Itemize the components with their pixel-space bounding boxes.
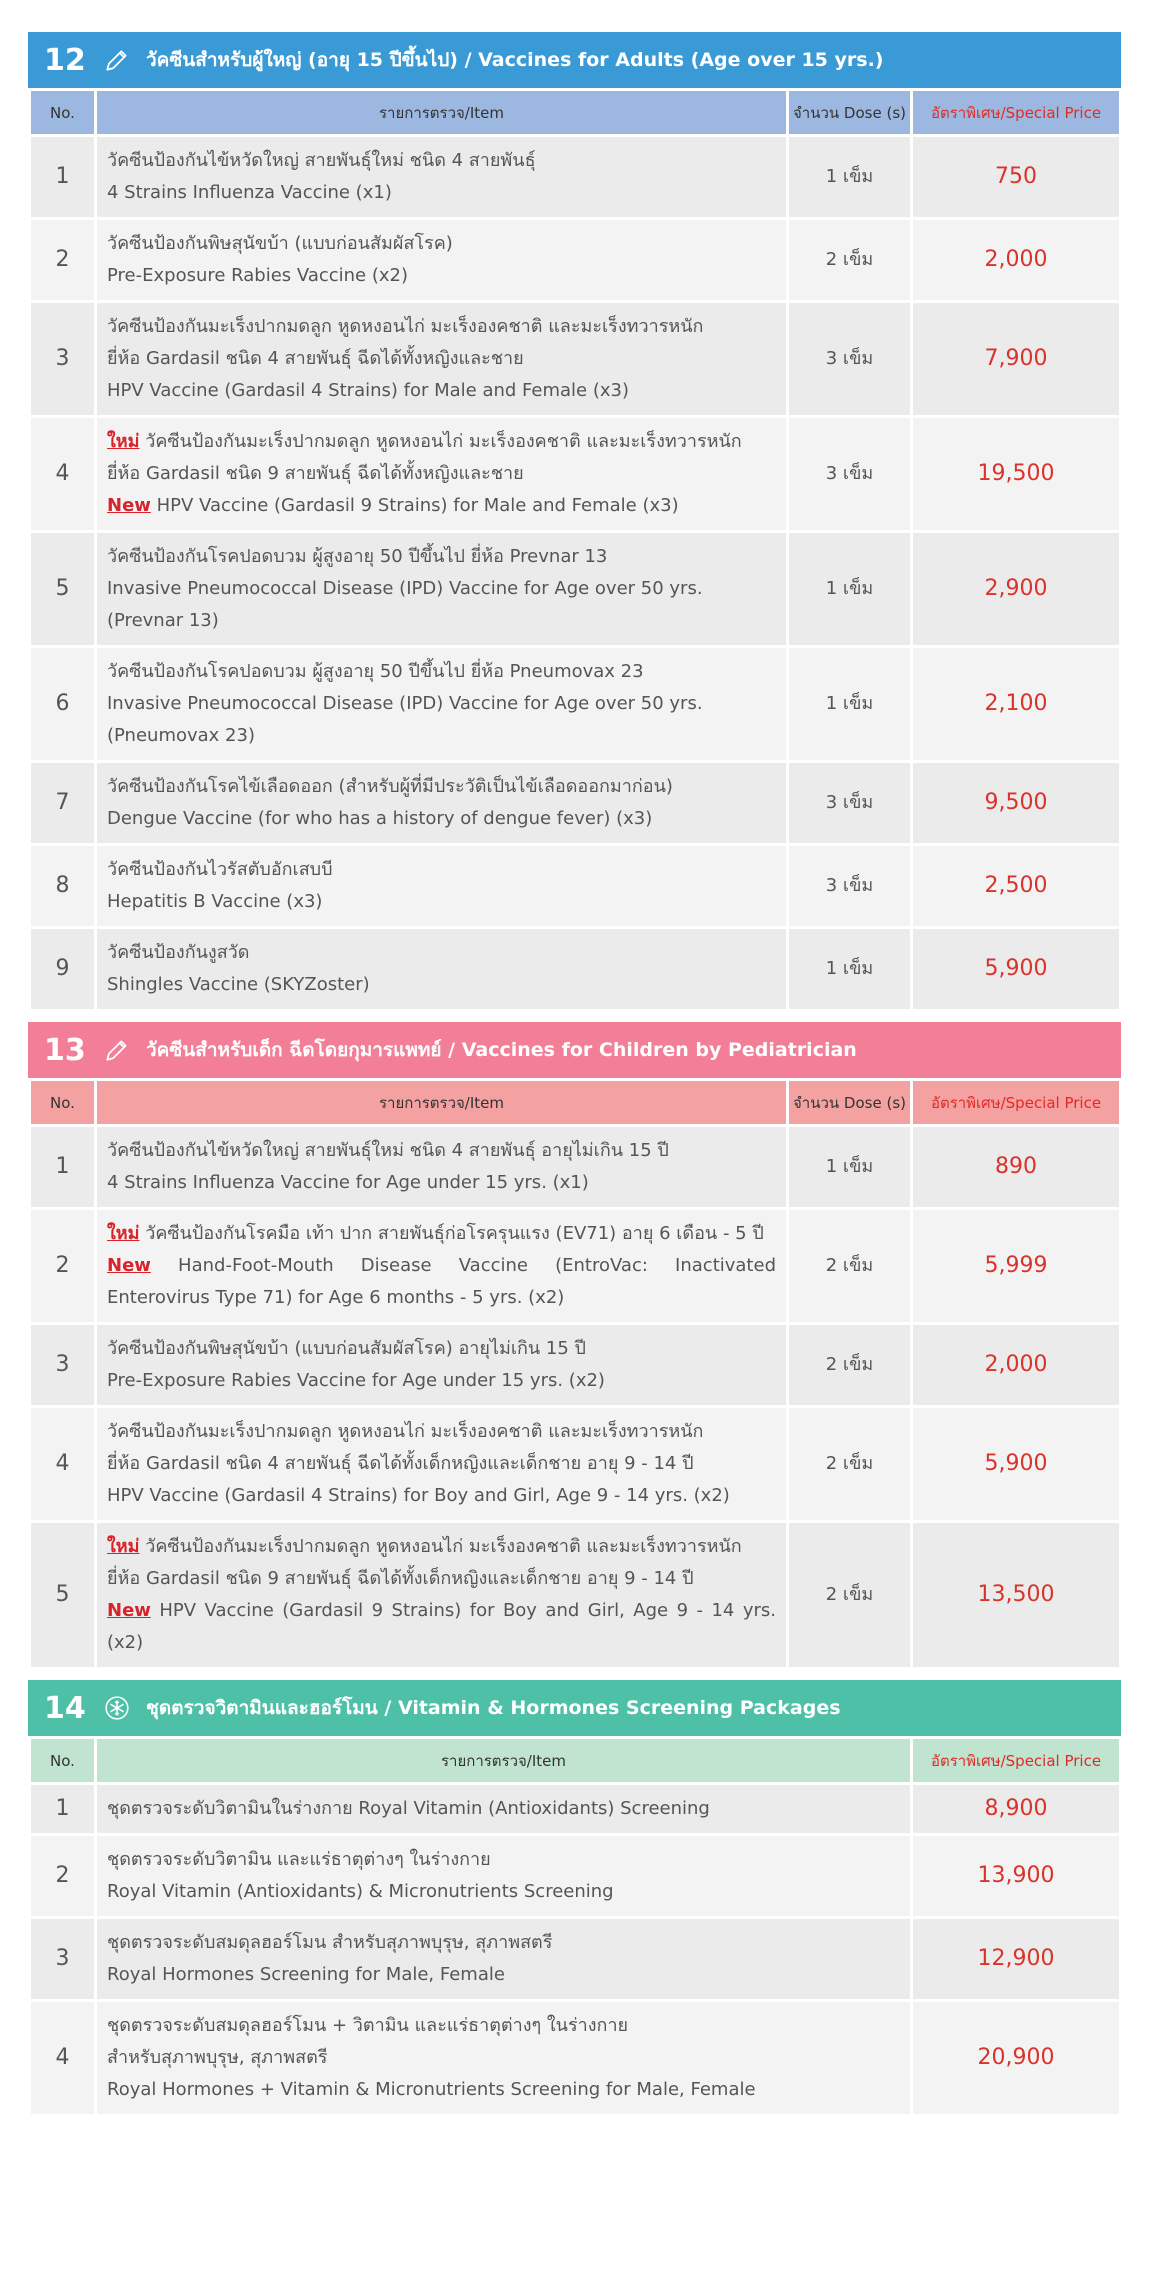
- row-dose: 2 เข็ม: [788, 1522, 912, 1669]
- new-tag: New: [107, 1255, 151, 1276]
- item-text: วัคซีนป้องกันมะเร็งปากมดลูก หูดหงอนไก่ มะเร็งองคชาติ และมะเร็งทวารหนัก: [139, 431, 742, 452]
- row-dose: 2 เข็ม: [788, 1407, 912, 1522]
- table-header-row: [30, 90, 1121, 136]
- item-line: [107, 1448, 776, 1480]
- item-text: 4 Strains Influenza Vaccine (x1): [107, 182, 392, 203]
- row-price: 2,500: [912, 845, 1121, 928]
- section-adult-vaccines: [28, 32, 1121, 1012]
- item-line: [107, 688, 776, 720]
- item-line: [107, 605, 776, 637]
- row-price: 5,900: [912, 928, 1121, 1011]
- row-number: 3: [30, 1324, 96, 1407]
- row-dose: 1 เข็ม: [788, 532, 912, 647]
- price-table: [28, 88, 1122, 1012]
- row-item: [96, 762, 788, 845]
- item-text: Shingles Vaccine (SKYZoster): [107, 974, 370, 995]
- item-line: [107, 1250, 776, 1314]
- row-price: 19,500: [912, 417, 1121, 532]
- row-dose: 2 เข็ม: [788, 219, 912, 302]
- price-table: [28, 1078, 1122, 1670]
- row-number: 2: [30, 1209, 96, 1324]
- table-row: [30, 417, 1121, 532]
- table-row: [30, 762, 1121, 845]
- row-item: [96, 302, 788, 417]
- item-line: [107, 2042, 900, 2074]
- row-price: 2,100: [912, 647, 1121, 762]
- item-line: [107, 343, 776, 375]
- row-price: 890: [912, 1126, 1121, 1209]
- item-line: [107, 458, 776, 490]
- item-text: HPV Vaccine (Gardasil 4 Strains) for Boy and Girl, Age 9 - 14 yrs. (x2): [107, 1485, 730, 1506]
- item-line: [107, 656, 776, 688]
- row-number: 4: [30, 417, 96, 532]
- row-price: 5,900: [912, 1407, 1121, 1522]
- item-line: [107, 426, 776, 458]
- item-line: [107, 886, 776, 918]
- row-item: [96, 845, 788, 928]
- row-price: 9,500: [912, 762, 1121, 845]
- item-text: ยี่ห้อ Gardasil ชนิด 4 สายพันธุ์ ฉีดได้ทั้งเด็กหญิงและเด็กชาย อายุ 9 - 14 ปี: [107, 1453, 694, 1474]
- item-line: [107, 1531, 776, 1563]
- section-banner: [28, 1680, 1121, 1736]
- header-no: No.: [30, 1080, 96, 1126]
- row-dose: 3 เข็ม: [788, 762, 912, 845]
- row-dose: 2 เข็ม: [788, 1209, 912, 1324]
- table-row: [30, 1126, 1121, 1209]
- table-header-row: [30, 1080, 1121, 1126]
- row-number: 7: [30, 762, 96, 845]
- table-row: [30, 647, 1121, 762]
- new-tag: ใหม่: [107, 1536, 140, 1557]
- item-line: [107, 177, 776, 209]
- item-text: 4 Strains Influenza Vaccine for Age under 15 yrs. (x1): [107, 1172, 589, 1193]
- price-table: [28, 1736, 1122, 2117]
- row-price: 750: [912, 136, 1121, 219]
- table-row: [30, 1324, 1121, 1407]
- item-line: [107, 228, 776, 260]
- section-banner: [28, 1022, 1121, 1078]
- table-body: [30, 1784, 1121, 2116]
- item-text: วัคซีนป้องกันไข้หวัดใหญ่ สายพันธุ์ใหม่ ชนิด 4 สายพันธุ์ อายุไม่เกิน 15 ปี: [107, 1140, 669, 1161]
- row-item: [96, 647, 788, 762]
- item-line: [107, 803, 776, 835]
- section-number: 14: [44, 1690, 86, 1726]
- table-row: [30, 1784, 1121, 1835]
- row-number: 3: [30, 1918, 96, 2001]
- row-dose: 1 เข็ม: [788, 928, 912, 1011]
- item-text: ชุดตรวจระดับวิตามิน และแร่ธาตุต่างๆ ในร่างกาย: [107, 1849, 491, 1870]
- item-text: HPV Vaccine (Gardasil 9 Strains) for Male and Female (x3): [150, 495, 679, 516]
- row-item: [96, 136, 788, 219]
- item-text: วัคซีนป้องกันพิษสุนัขบ้า (แบบก่อนสัมผัสโรค): [107, 233, 453, 254]
- item-line: [107, 720, 776, 752]
- row-item: [96, 1126, 788, 1209]
- table-row: [30, 845, 1121, 928]
- item-line: [107, 573, 776, 605]
- item-text: Royal Hormones Screening for Male, Female: [107, 1964, 505, 1985]
- row-number: 1: [30, 136, 96, 219]
- item-text: ชุดตรวจระดับสมดุลฮอร์โมน + วิตามิน และแร่ธาตุต่างๆ ในร่างกาย: [107, 2015, 629, 2036]
- table-row: [30, 1835, 1121, 1918]
- item-text: สำหรับสุภาพบุรุษ, สุภาพสตรี: [107, 2047, 328, 2068]
- item-line: [107, 311, 776, 343]
- row-dose: 1 เข็ม: [788, 136, 912, 219]
- item-text: วัคซีนป้องกันพิษสุนัขบ้า (แบบก่อนสัมผัสโรค) อายุไม่เกิน 15 ปี: [107, 1338, 586, 1359]
- section-banner: [28, 32, 1121, 88]
- item-text: ชุดตรวจระดับวิตามินในร่างกาย Royal Vitamin (Antioxidants) Screening: [107, 1798, 710, 1819]
- row-item: [96, 1784, 912, 1835]
- table-body: [30, 1126, 1121, 1669]
- item-line: [107, 2010, 900, 2042]
- item-line: [107, 375, 776, 407]
- row-price: 12,900: [912, 1918, 1121, 2001]
- item-text: ยี่ห้อ Gardasil ชนิด 9 สายพันธุ์ ฉีดได้ทั้งหญิงและชาย: [107, 463, 524, 484]
- item-text: Royal Vitamin (Antioxidants) & Micronutrients Screening: [107, 1881, 614, 1902]
- row-item: [96, 1209, 788, 1324]
- row-item: [96, 532, 788, 647]
- table-row: [30, 1918, 1121, 2001]
- item-line: [107, 1365, 776, 1397]
- row-item: [96, 219, 788, 302]
- row-number: 4: [30, 1407, 96, 1522]
- item-line: [107, 969, 776, 1001]
- header-dose: จำนวน Dose (s): [788, 90, 912, 136]
- section-title: วัคซีนสำหรับผู้ใหญ่ (อายุ 15 ปีขึ้นไป) / Vaccines for Adults (Age over 15 yrs.): [146, 49, 884, 71]
- row-dose: 1 เข็ม: [788, 647, 912, 762]
- item-line: [107, 1480, 776, 1512]
- item-text: วัคซีนป้องกันโรคไข้เลือดออก (สำหรับผู้ที่มีประวัติเป็นไข้เลือดออกมาก่อน): [107, 776, 673, 797]
- item-text: Invasive Pneumococcal Disease (IPD) Vaccine for Age over 50 yrs.: [107, 578, 703, 599]
- row-number: 9: [30, 928, 96, 1011]
- row-dose: 1 เข็ม: [788, 1126, 912, 1209]
- item-text: วัคซีนป้องกันมะเร็งปากมดลูก หูดหงอนไก่ มะเร็งองคชาติ และมะเร็งทวารหนัก: [107, 316, 704, 337]
- row-number: 5: [30, 1522, 96, 1669]
- item-text: ชุดตรวจระดับสมดุลฮอร์โมน สำหรับสุภาพบุรุษ, สุภาพสตรี: [107, 1932, 553, 1953]
- item-line: [107, 490, 776, 522]
- header-item: รายการตรวจ/Item: [96, 1080, 788, 1126]
- item-line: [107, 1793, 900, 1825]
- row-item: [96, 1407, 788, 1522]
- table-row: [30, 2001, 1121, 2116]
- table-row: [30, 219, 1121, 302]
- header-price: อัตราพิเศษ/Special Price: [912, 1738, 1121, 1784]
- item-text: ยี่ห้อ Gardasil ชนิด 9 สายพันธุ์ ฉีดได้ทั้งเด็กหญิงและเด็กชาย อายุ 9 - 14 ปี: [107, 1568, 694, 1589]
- header-price: อัตราพิเศษ/Special Price: [912, 1080, 1121, 1126]
- row-dose: 3 เข็ม: [788, 845, 912, 928]
- item-line: [107, 1135, 776, 1167]
- new-tag: New: [107, 1600, 151, 1621]
- pencil-icon: [102, 1035, 132, 1065]
- new-tag: New: [107, 495, 151, 516]
- table-row: [30, 1209, 1121, 1324]
- item-line: [107, 1333, 776, 1365]
- row-dose: 2 เข็ม: [788, 1324, 912, 1407]
- table-row: [30, 302, 1121, 417]
- row-price: 8,900: [912, 1784, 1121, 1835]
- header-price: อัตราพิเศษ/Special Price: [912, 90, 1121, 136]
- item-text: Invasive Pneumococcal Disease (IPD) Vaccine for Age over 50 yrs.: [107, 693, 703, 714]
- item-line: [107, 145, 776, 177]
- row-item: [96, 1522, 788, 1669]
- item-line: [107, 1927, 900, 1959]
- header-item: รายการตรวจ/Item: [96, 1738, 912, 1784]
- section-children-vaccines: [28, 1022, 1121, 1670]
- item-line: [107, 1595, 776, 1659]
- row-number: 2: [30, 1835, 96, 1918]
- row-item: [96, 417, 788, 532]
- row-price: 13,900: [912, 1835, 1121, 1918]
- table-row: [30, 532, 1121, 647]
- item-text: Hand-Foot-Mouth Disease Vaccine (EntroVac: Inactivated Enterovirus Type 71) for Age 6 months - 5 yrs. (x2): [107, 1255, 776, 1308]
- item-text: วัคซีนป้องกันโรคปอดบวม ผู้สูงอายุ 50 ปีขึ้นไป ยี่ห้อ Prevnar 13: [107, 546, 608, 567]
- table-body: [30, 136, 1121, 1011]
- row-item: [96, 1324, 788, 1407]
- item-line: [107, 1844, 900, 1876]
- row-price: 13,500: [912, 1522, 1121, 1669]
- item-text: วัคซีนป้องกันมะเร็งปากมดลูก หูดหงอนไก่ มะเร็งองคชาติ และมะเร็งทวารหนัก: [107, 1421, 704, 1442]
- new-tag: ใหม่: [107, 431, 140, 452]
- table-row: [30, 136, 1121, 219]
- item-line: [107, 1876, 900, 1908]
- row-item: [96, 1918, 912, 2001]
- header-no: No.: [30, 1738, 96, 1784]
- item-text: วัคซีนป้องกันไวรัสตับอักเสบบี: [107, 859, 333, 880]
- item-line: [107, 260, 776, 292]
- item-line: [107, 854, 776, 886]
- snowflake-icon: [102, 1693, 132, 1723]
- pencil-icon: [102, 45, 132, 75]
- row-price: 2,000: [912, 1324, 1121, 1407]
- row-price: 20,900: [912, 2001, 1121, 2116]
- row-price: 5,999: [912, 1209, 1121, 1324]
- row-number: 6: [30, 647, 96, 762]
- item-text: วัคซีนป้องกันโรคปอดบวม ผู้สูงอายุ 50 ปีขึ้นไป ยี่ห้อ Pneumovax 23: [107, 661, 644, 682]
- table-row: [30, 928, 1121, 1011]
- item-text: Hepatitis B Vaccine (x3): [107, 891, 323, 912]
- row-dose: 3 เข็ม: [788, 302, 912, 417]
- header-no: No.: [30, 90, 96, 136]
- section-title: วัคซีนสำหรับเด็ก ฉีดโดยกุมารแพทย์ / Vaccines for Children by Pediatrician: [146, 1039, 857, 1061]
- table-row: [30, 1407, 1121, 1522]
- row-number: 2: [30, 219, 96, 302]
- item-line: [107, 1563, 776, 1595]
- item-line: [107, 1959, 900, 1991]
- row-number: 5: [30, 532, 96, 647]
- item-text: Pre-Exposure Rabies Vaccine for Age under 15 yrs. (x2): [107, 1370, 605, 1391]
- new-tag: ใหม่: [107, 1223, 140, 1244]
- item-text: (Pneumovax 23): [107, 725, 255, 746]
- header-item: รายการตรวจ/Item: [96, 90, 788, 136]
- item-text: วัคซีนป้องกันมะเร็งปากมดลูก หูดหงอนไก่ มะเร็งองคชาติ และมะเร็งทวารหนัก: [139, 1536, 742, 1557]
- row-item: [96, 1835, 912, 1918]
- item-text: HPV Vaccine (Gardasil 4 Strains) for Male and Female (x3): [107, 380, 629, 401]
- row-number: 1: [30, 1126, 96, 1209]
- item-text: Royal Hormones + Vitamin & Micronutrients Screening for Male, Female: [107, 2079, 756, 2100]
- row-dose: 3 เข็ม: [788, 417, 912, 532]
- item-text: วัคซีนป้องกันไข้หวัดใหญ่ สายพันธุ์ใหม่ ชนิด 4 สายพันธุ์: [107, 150, 536, 171]
- section-title: ชุดตรวจวิตามินและฮอร์โมน / Vitamin & Hormones Screening Packages: [146, 1697, 841, 1719]
- item-text: ยี่ห้อ Gardasil ชนิด 4 สายพันธุ์ ฉีดได้ทั้งหญิงและชาย: [107, 348, 524, 369]
- section-number: 12: [44, 42, 86, 78]
- section-number: 13: [44, 1032, 86, 1068]
- item-line: [107, 541, 776, 573]
- item-text: (Prevnar 13): [107, 610, 219, 631]
- item-line: [107, 937, 776, 969]
- item-text: วัคซีนป้องกันโรคมือ เท้า ปาก สายพันธุ์ก่อโรครุนแรง (EV71) อายุ 6 เดือน - 5 ปี: [139, 1223, 764, 1244]
- item-line: [107, 1167, 776, 1199]
- row-price: 2,900: [912, 532, 1121, 647]
- item-text: Dengue Vaccine (for who has a history of dengue fever) (x3): [107, 808, 653, 829]
- section-vitamin-hormone-packages: [28, 1680, 1121, 2117]
- item-line: [107, 2074, 900, 2106]
- table-row: [30, 1522, 1121, 1669]
- row-item: [96, 2001, 912, 2116]
- item-text: Pre-Exposure Rabies Vaccine (x2): [107, 265, 408, 286]
- row-number: 3: [30, 302, 96, 417]
- item-text: วัคซีนป้องกันงูสวัด: [107, 942, 250, 963]
- row-number: 1: [30, 1784, 96, 1835]
- item-line: [107, 1218, 776, 1250]
- header-dose: จำนวน Dose (s): [788, 1080, 912, 1126]
- item-line: [107, 1416, 776, 1448]
- row-price: 7,900: [912, 302, 1121, 417]
- item-text: HPV Vaccine (Gardasil 9 Strains) for Boy and Girl, Age 9 - 14 yrs. (x2): [107, 1600, 776, 1653]
- item-line: [107, 771, 776, 803]
- row-number: 8: [30, 845, 96, 928]
- table-header-row: [30, 1738, 1121, 1784]
- row-item: [96, 928, 788, 1011]
- row-price: 2,000: [912, 219, 1121, 302]
- row-number: 4: [30, 2001, 96, 2116]
